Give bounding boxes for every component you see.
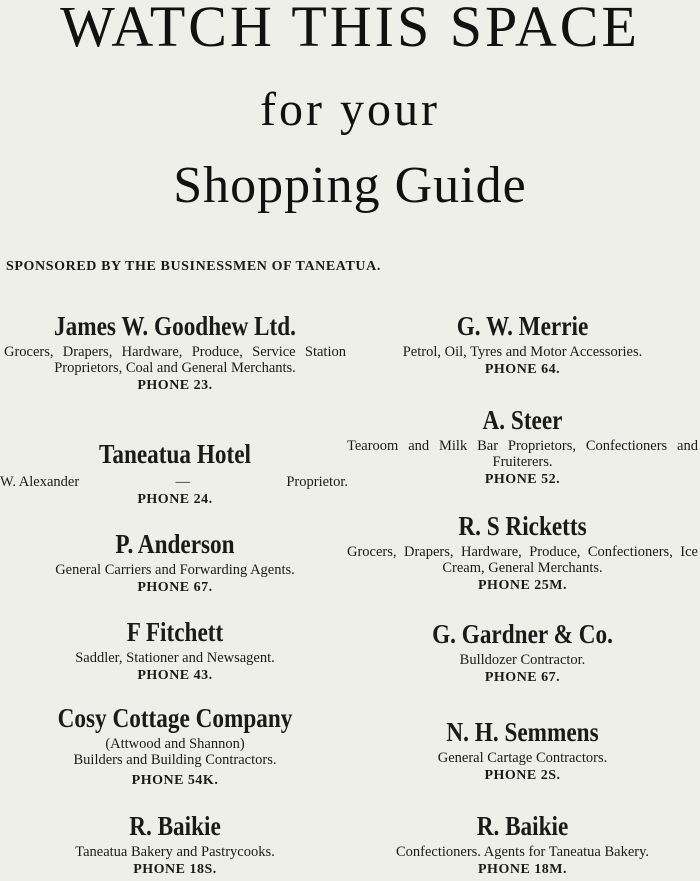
business-name: R. Baikie: [129, 811, 221, 841]
business-name: F Fitchett: [126, 617, 224, 647]
listing-goodhew: [0, 310, 350, 395]
listing-r-baikie-right: [345, 810, 700, 879]
listing-rs-ricketts: [345, 510, 700, 595]
headline-for-your: for your: [260, 83, 440, 136]
proprietor-dash: —: [175, 474, 191, 490]
business-name: A. Steer: [482, 405, 563, 435]
business-phone: PHONE 2S.: [484, 768, 561, 783]
listing-r-baikie-left: [0, 810, 350, 879]
business-description-2: Builders and Building Contractors.: [73, 752, 277, 768]
listing-f-fitchett: [0, 616, 350, 685]
listing-cosy-cottage: [0, 702, 350, 790]
business-description: Grocers, Drapers, Hardware, Produce, Service Station Proprietors, Coal and General Merchants.: [4, 344, 346, 376]
headline-watch-this-space: WATCH THIS SPACE: [60, 0, 640, 59]
business-description: General Carriers and Forwarding Agents.: [55, 562, 295, 578]
business-description: General Cartage Contractors.: [437, 750, 608, 766]
listing-nh-semmens: [345, 716, 700, 785]
business-name: G. Gardner & Co.: [432, 619, 613, 649]
business-name: James W. Goodhew Ltd.: [54, 311, 296, 341]
business-name: R. Baikie: [476, 811, 569, 841]
business-phone: PHONE 24.: [137, 492, 213, 507]
business-phone: PHONE 67.: [137, 580, 213, 595]
business-description: (Attwood and Shannon): [105, 736, 245, 752]
proprietor-role: Proprietor.: [286, 474, 348, 490]
business-name: G. W. Merrie: [456, 311, 589, 341]
business-phone: PHONE 67.: [484, 670, 561, 685]
proprietor-row: [0, 474, 350, 490]
business-name: R. S Ricketts: [458, 511, 587, 541]
business-phone: PHONE 25M.: [478, 578, 567, 593]
listing-gw-merrie: [345, 310, 700, 379]
business-description: Confectioners. Agents for Taneatua Bakery.: [395, 844, 650, 860]
business-name: Taneatua Hotel: [98, 439, 252, 469]
business-phone: PHONE 23.: [137, 378, 213, 393]
business-description: Bulldozer Contractor.: [459, 652, 586, 668]
business-name: Cosy Cottage Company: [57, 703, 293, 733]
proprietor-name: W. Alexander: [0, 474, 80, 490]
listing-a-steer: [345, 404, 700, 489]
business-description: Tearoom and Milk Bar Proprietors, Confectioners and Fruiterers.: [347, 438, 698, 470]
business-description: Petrol, Oil, Tyres and Motor Accessories.: [402, 344, 643, 360]
listing-g-gardner: [345, 618, 700, 687]
sponsor-line: SPONSORED BY THE BUSINESSMEN OF TANEATUA.: [6, 259, 381, 274]
headline-shopping-guide: Shopping Guide: [173, 157, 527, 214]
business-phone: PHONE 18S.: [133, 862, 217, 877]
business-description: Taneatua Bakery and Pastrycooks.: [75, 844, 275, 860]
business-phone: PHONE 43.: [137, 668, 213, 683]
business-phone: PHONE 54K.: [131, 773, 219, 788]
business-name: N. H. Semmens: [446, 717, 599, 747]
business-phone: PHONE 52.: [484, 472, 561, 487]
business-description: Grocers, Drapers, Hardware, Produce, Confectioners, Ice Cream, General Merchants.: [347, 544, 698, 576]
business-description: Saddler, Stationer and Newsagent.: [75, 650, 275, 666]
business-name: P. Anderson: [115, 529, 235, 559]
listing-taneatua-hotel: [0, 438, 350, 509]
business-phone: PHONE 64.: [484, 362, 561, 377]
listing-p-anderson: [0, 528, 350, 597]
business-phone: PHONE 18M.: [478, 862, 567, 877]
